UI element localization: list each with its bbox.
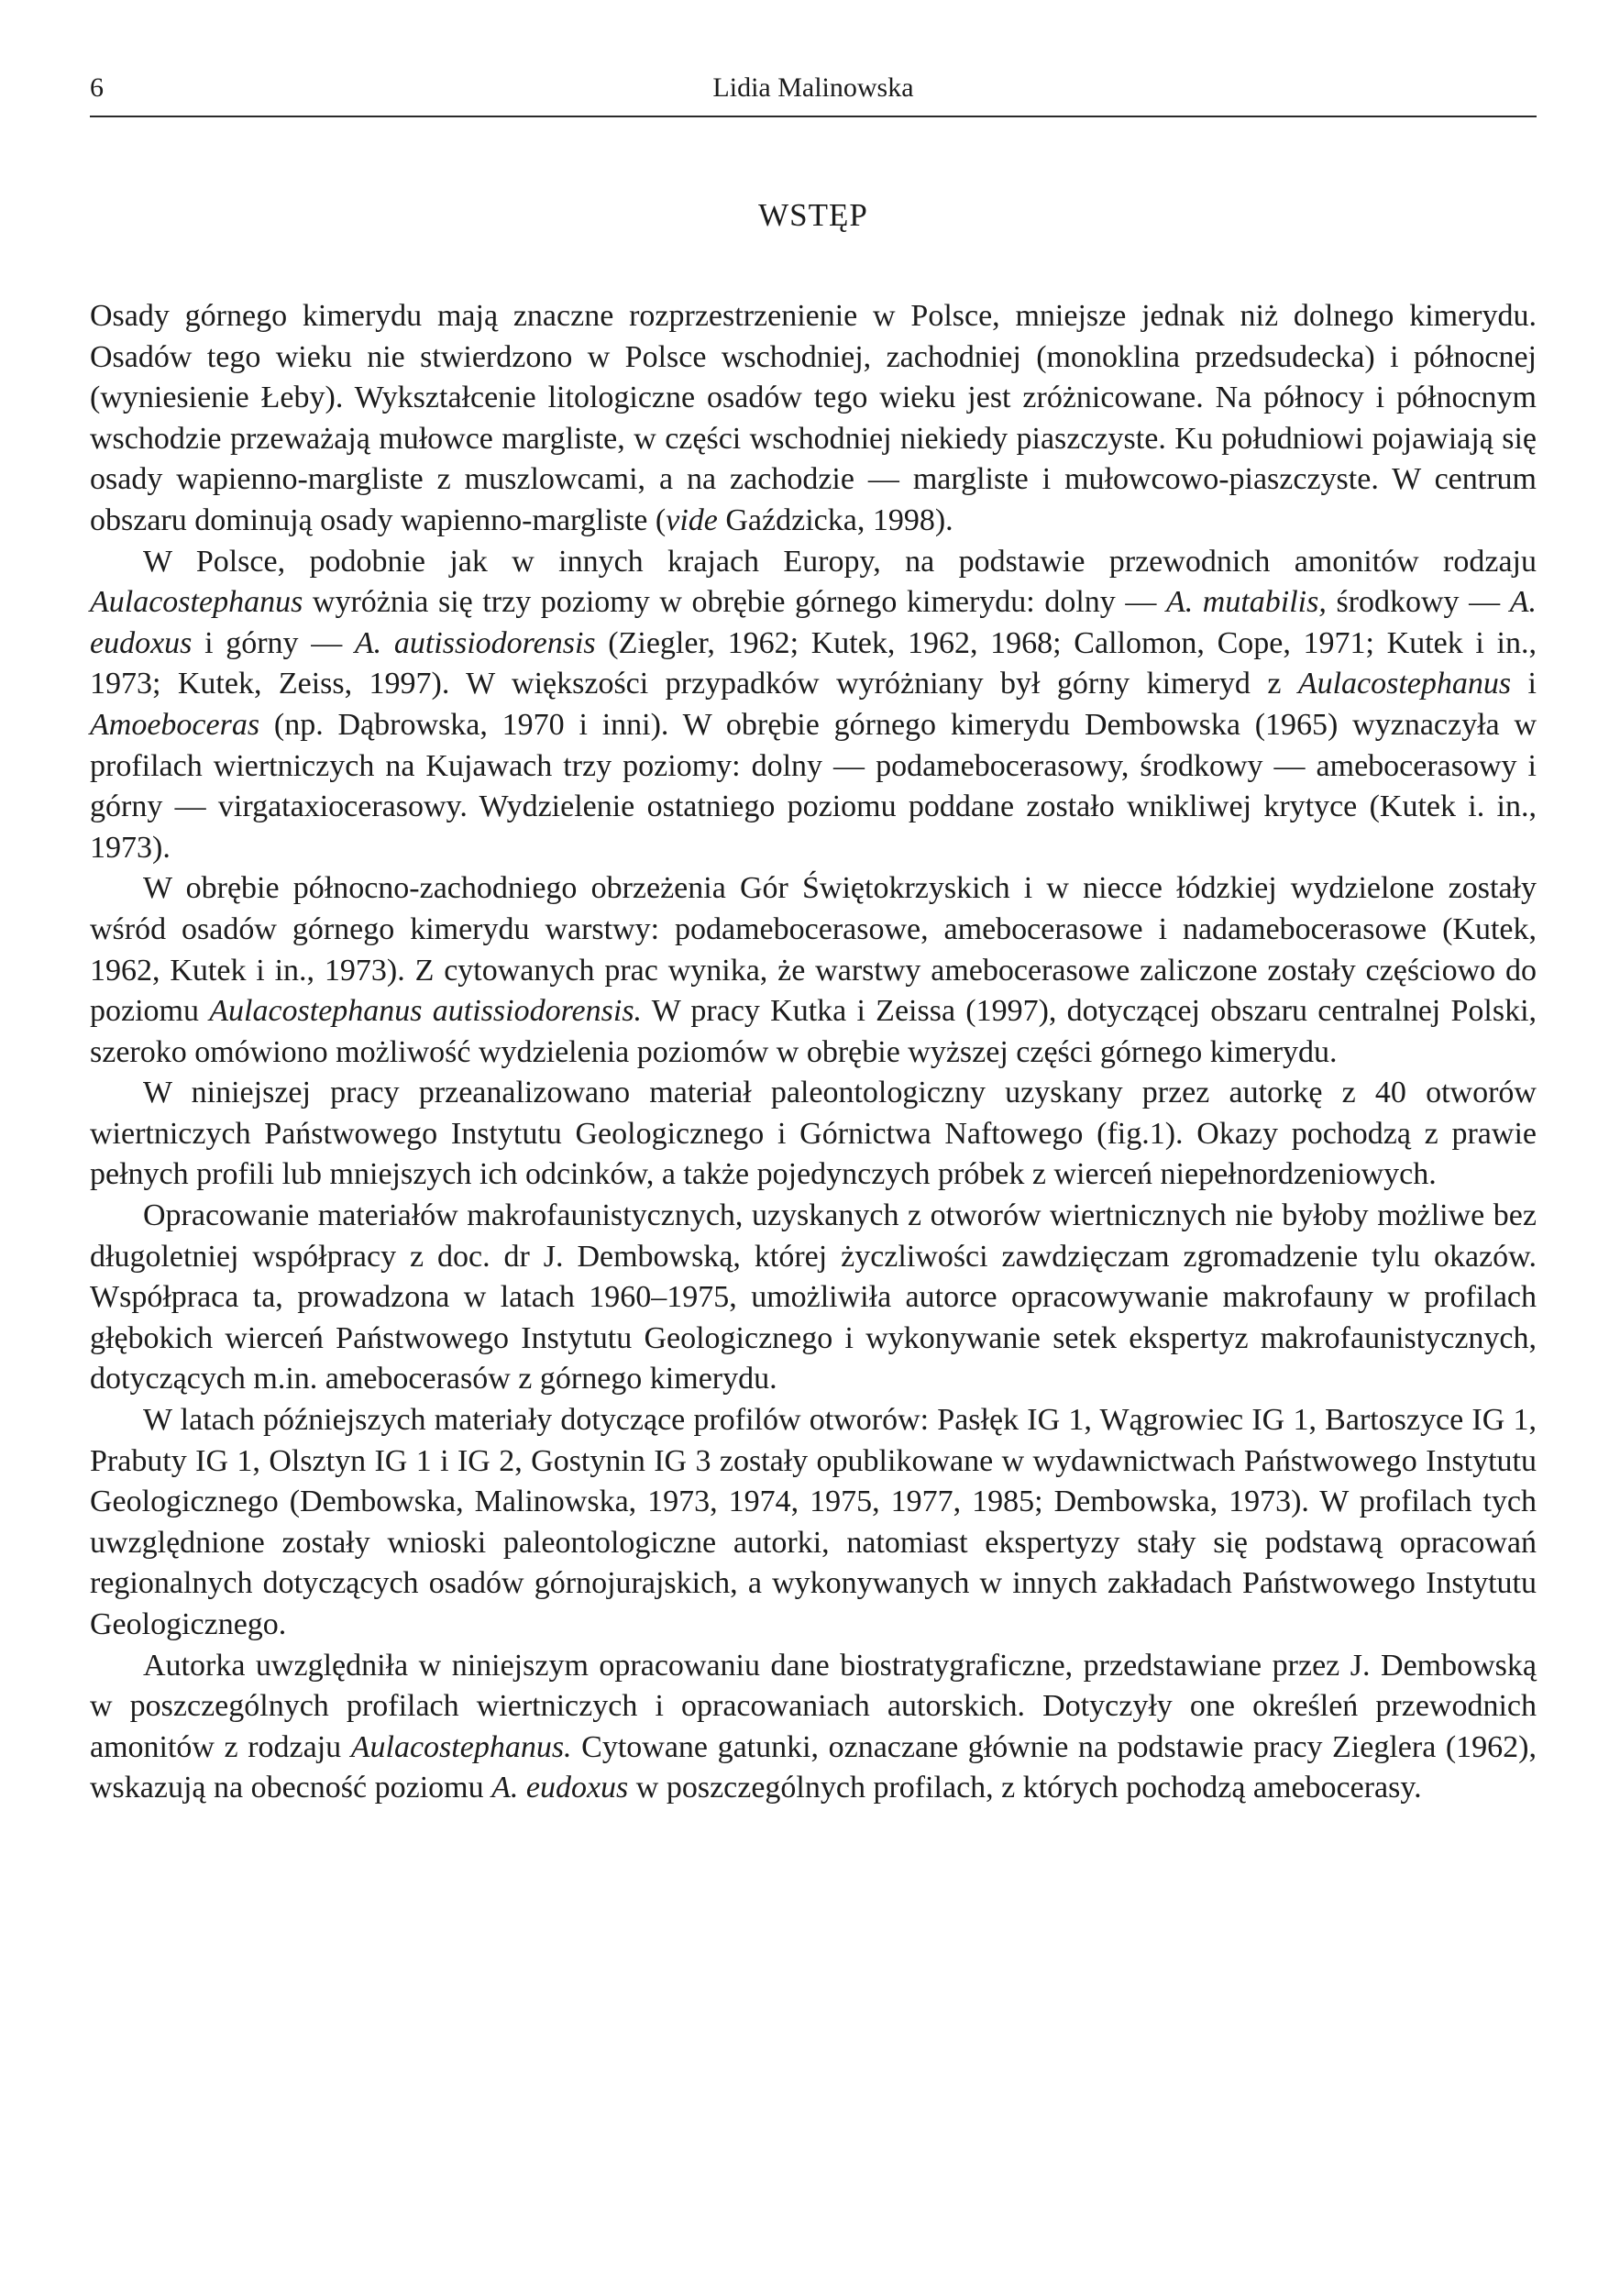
- italic-text-run: A. autissiodorensis: [354, 625, 596, 660]
- text-run: W pracy Kutka i Zeissa (1997), dotyczącej obszaru centralnej Polski, szeroko omówiono możliwość wydzielenia poziomów w obrębie wyższej części górnego kimerydu.: [90, 994, 1537, 1069]
- text-run: Opracowanie materiałów makrofaunistycznych, uzyskanych z otworów wiertnicznych nie byłoby możliwe bez długoletniej współpracy z doc. dr J. Dembowską, której życzliwości zawdzięczam zgromadzenie tylu okazów. Współpraca ta, prowadzona w latach 1960–1975, umożliwiła autorce opracowywanie makrofauny w profilach głębokich wierceń Państwowego Instytutu Geologicznego i wykonywanie setek ekspertyz makrofaunistycznych, dotyczących m.in. amebocerasów z górnego kimerydu.: [90, 1198, 1537, 1396]
- italic-text-run: A. eudoxus: [491, 1771, 629, 1805]
- paragraph: [90, 868, 1537, 1073]
- text-run: W niniejszej pracy przeanalizowano materiał paleontologiczny uzyskany przez autorkę z 40 otworów wiertniczych Państwowego Instytutu Geologicznego i Górnictwa Naftowego (fig.1). Okazy pochodzą z prawie pełnych profili lub mniejszych ich odcinków, a także pojedynczych próbek z wierceń niepełnordzeniowych.: [90, 1076, 1537, 1192]
- text-run: Cytowane gatunki, oznaczane głównie na podstawie pracy Zieglera (1962), wskazują na obecność poziomu: [90, 1729, 1537, 1805]
- text-run: (Ziegler, 1962; Kutek, 1962, 1968; Callomon, Cope, 1971; Kutek i in., 1973; Kutek, Zeiss, 1997). W większości przypadków wyróżniany był górny kimeryd z: [90, 625, 1537, 701]
- paragraph: [90, 1400, 1537, 1646]
- italic-text-run: Aulacostephanus autissiodorensis.: [209, 994, 643, 1029]
- italic-text-run: Aulacostephanus.: [350, 1729, 572, 1764]
- italic-text-run: A. eudoxus: [90, 585, 1537, 660]
- text-run: Gaździcka, 1998).: [717, 502, 953, 537]
- text-run: W Polsce, podobnie jak w innych krajach Europy, na podstawie przewodnich amonitów rodzaju: [143, 544, 1537, 579]
- paragraph: [90, 1073, 1537, 1196]
- text-run: (np. Dąbrowska, 1970 i inni). W obrębie górnego kimerydu Dembowska (1965) wyznaczyła w profilach wiertniczych na Kujawach trzy poziomy: dolny — podamebocerasowy, środkowy — amebocerasowy i górny — virgataxiocerasowy. Wydzielenie ostatniego poziomu poddane zostało wnikliwej krytyce (Kutek i. in., 1973).: [90, 707, 1537, 865]
- paragraph: [90, 1646, 1537, 1809]
- text-run: Osady górnego kimerydu mają znaczne rozprzestrzenienie w Polsce, mniejsze jednak niż dolnego kimerydu. Osadów tego wieku nie stwierdzono w Polsce wschodniej, zachodniej (monoklina przedsudecka) i północnej (wyniesienie Łeby). Wykształcenie litologiczne osadów tego wieku jest zróżnicowane. Na północy i północnym wschodzie przeważają mułowce margliste, w części wschodniej niekiedy piaszczyste. Ku południowi pojawiają się osady wapienno-margliste z muszlowcami, a na zachodzie — margliste i mułowcowo-piaszczyste. W centrum obszaru dominują osady wapienno-margliste (: [90, 299, 1537, 537]
- text-run: Autorka uwzględniła w niniejszym opracowaniu dane biostratygraficzne, przedstawiane przez J. Dembowską w poszczególnych profilach wiertniczych i opracowaniach autorskich. Dotyczyły one określeń przewodnich amonitów z rodzaju: [90, 1648, 1537, 1764]
- text-run: i górny —: [192, 625, 355, 660]
- text-run: środkowy —: [1326, 585, 1510, 620]
- paragraph: [90, 296, 1537, 542]
- text-run: i: [1511, 667, 1537, 701]
- italic-text-run: Aulacostephanus: [90, 585, 303, 620]
- italic-text-run: Aulacostephanus: [1297, 667, 1512, 701]
- section-title: WSTĘP: [758, 197, 868, 233]
- running-header-author: Lidia Malinowska: [712, 72, 914, 103]
- text-run: w poszczególnych profilach, z których pochodzą amebocerasy.: [628, 1771, 1422, 1805]
- text-run: W obrębie północno-zachodniego obrzeżenia Gór Świętokrzyskich i w niecce łódzkiej wydzielone zostały wśród osadów górnego kimerydu warstwy: podamebocerasowe, amebocerasowe i nadamebocerasowe (Kutek, 1962, Kutek i in., 1973). Z cytowanych prac wynika, że warstwy amebocerasowe zaliczone zostały częściowo do poziomu: [90, 871, 1537, 1029]
- text-run: W latach późniejszych materiały dotyczące profilów otworów: Pasłęk IG 1, Wągrowiec IG 1, Bartoszyce IG 1, Prabuty IG 1, Olsztyn IG 1 i IG 2, Gostynin IG 3 zostały opublikowane w wydawnictwach Państwowego Instytutu Geologicznego (Dembowska, Malinowska, 1973, 1974, 1975, 1977, 1985; Dembowska, 1973). W profilach tych uwzględnione zostały wnioski paleontologiczne autorki, natomiast ekspertyzy stały się podstawą opracowań regionalnych dotyczących osadów górnojurajskich, a wykonywanych w innych zakładach Państwowego Instytutu Geologicznego.: [90, 1403, 1537, 1641]
- running-header: [90, 70, 1537, 117]
- page-number: 6: [90, 72, 104, 103]
- italic-text-run: A. mutabilis,: [1165, 585, 1327, 620]
- paragraph: [90, 1196, 1537, 1400]
- italic-text-run: Amoeboceras: [90, 707, 260, 742]
- body-text: [90, 296, 1537, 1809]
- italic-text-run: vide: [666, 502, 718, 537]
- paragraph: [90, 542, 1537, 869]
- text-run: wyróżnia się trzy poziomy w obrębie górnego kimerydu: dolny —: [303, 585, 1166, 620]
